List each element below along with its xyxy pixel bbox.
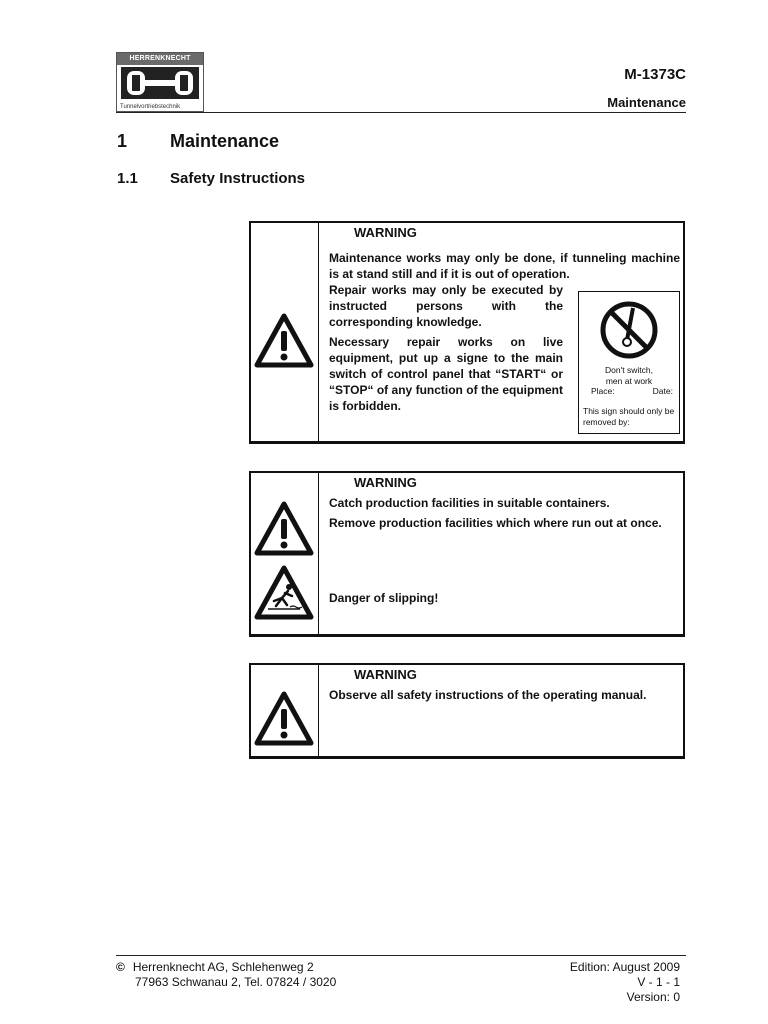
warning-icon-column (251, 665, 319, 756)
footer-edition: Edition: August 2009 (569, 960, 680, 974)
warning-1-content (329, 223, 563, 245)
sign-date-label: Date: (652, 386, 673, 396)
warning-box-1 (249, 221, 685, 444)
footer-divider (116, 955, 686, 956)
warning-1-text-wide (329, 250, 680, 286)
warning-1-paragraph-1: Maintenance works may only be done, if tunneling machine is at stand still and if it is out of operation. (329, 251, 680, 281)
footer-address-line-2: 77963 Schwanau 2, Tel. 07824 / 3020 (135, 975, 337, 989)
warning-2-paragraph-1: Catch production facilities in suitable containers. (329, 496, 610, 510)
warning-1-paragraph-3: Necessary repair works on live equipment, put up a signe to the main switch of control panel that “START“ or “STOP“ of any function of the equipment is forbidden. (329, 335, 563, 413)
logo-subtitle: Tunnelvortriebstechnik (120, 104, 181, 110)
warning-icon-column (251, 473, 319, 634)
company-logo (116, 52, 204, 112)
warning-3-content (329, 665, 680, 707)
warning-box-3 (249, 663, 685, 759)
sign-removal-note: This sign should only be removed by: (583, 406, 675, 427)
warning-triangle-icon (254, 313, 314, 369)
warning-title: WARNING (354, 667, 417, 682)
warning-2-slip-text (329, 590, 680, 610)
warning-3-paragraph-1: Observe all safety instructions of the operating manual. (329, 688, 647, 702)
footer-version: Version: 0 (626, 990, 680, 1004)
document-number: M-1373C (624, 66, 686, 83)
section-number: 1.1 (117, 170, 138, 187)
chapter-number: 1 (117, 131, 128, 151)
sign-line-2: men at work (605, 376, 653, 386)
copyright-symbol: © (116, 960, 125, 974)
header-divider (116, 112, 686, 113)
logo-h-mark (121, 67, 199, 99)
warning-2-paragraph-3: Danger of slipping! (329, 591, 439, 605)
do-not-switch-sign (578, 291, 680, 434)
warning-box-2 (249, 471, 685, 637)
footer-edition-info (570, 960, 680, 1005)
prohibited-switch-icon (599, 300, 659, 360)
warning-1-paragraph-2: Repair works may only be executed by instructed persons with the corresponding knowledge. (329, 283, 563, 329)
sign-main-text (579, 365, 679, 387)
chapter-title: Maintenance (170, 131, 280, 151)
logo-company-name: HERRENKNECHT (117, 53, 203, 65)
sign-line-1: Don't switch, (605, 365, 653, 375)
warning-triangle-icon (254, 501, 314, 557)
sign-place-date (591, 386, 673, 397)
section-title: Safety Instructions (170, 170, 306, 187)
warning-2-paragraph-2: Remove production facilities which where run out at once. (329, 516, 662, 530)
warning-triangle-icon (254, 691, 314, 747)
header-section-title: Maintenance (607, 95, 686, 110)
footer-address-line-1: Herrenknecht AG, Schlehenweg 2 (132, 960, 314, 974)
sign-place-label: Place: (591, 386, 615, 396)
warning-2-content (329, 473, 680, 535)
warning-title: WARNING (354, 225, 417, 240)
footer-page-number: V - 1 - 1 (637, 975, 680, 989)
warning-1-text-narrow (329, 282, 563, 418)
slippery-floor-icon (254, 565, 314, 621)
warning-icon-column (251, 223, 319, 441)
warning-title: WARNING (354, 475, 417, 490)
footer-address (116, 960, 336, 990)
